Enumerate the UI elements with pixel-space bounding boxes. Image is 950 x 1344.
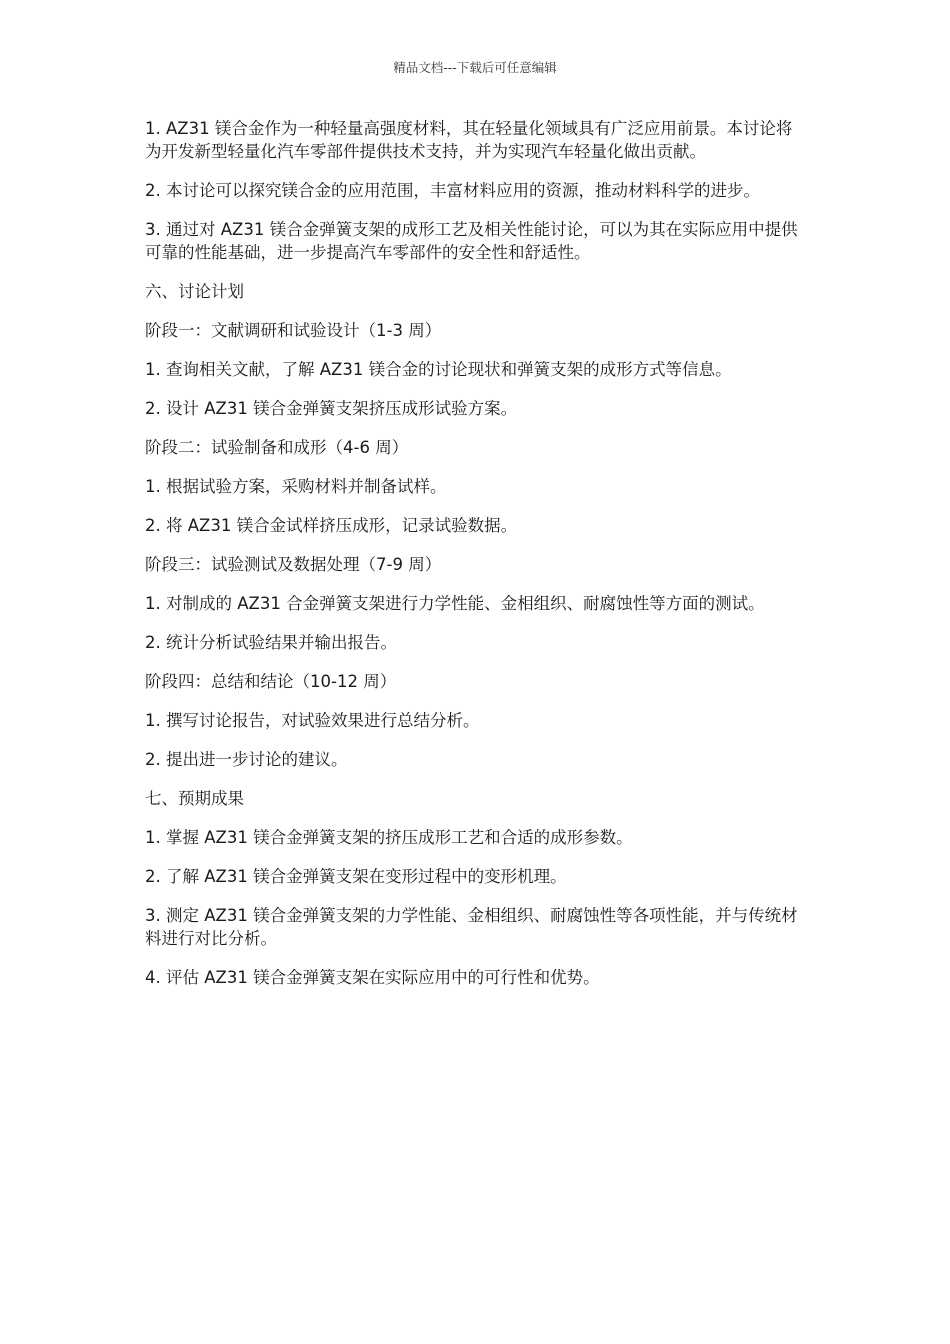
page-header: 精品文档---下载后可任意编辑	[393, 60, 557, 75]
stage-2-heading: 阶段二：试验制备和成形（4-6 周）	[145, 438, 409, 457]
significance-item-1: 1. AZ31 镁合金作为一种轻量高强度材料，其在轻量化领域具有广泛应用前景。本讨论将为开发新型轻量化汽车零部件提供技术支持，并为实现汽车轻量化做出贡献。	[145, 119, 793, 161]
stage-4-item-1: 1. 撰写讨论报告，对试验效果进行总结分析。	[145, 711, 480, 730]
stage-4-item-2: 2. 提出进一步讨论的建议。	[145, 750, 348, 769]
stage-1-heading: 阶段一：文献调研和试验设计（1-3 周）	[145, 321, 442, 340]
stage-3-item-2: 2. 统计分析试验结果并输出报告。	[145, 633, 397, 652]
stage-3-item-1: 1. 对制成的 AZ31 合金弹簧支架进行力学性能、金相组织、耐腐蚀性等方面的测试。	[145, 594, 765, 613]
significance-item-3: 3. 通过对 AZ31 镁合金弹簧支架的成形工艺及相关性能讨论，可以为其在实际应用中提供可靠的性能基础，进一步提高汽车零部件的安全性和舒适性。	[145, 220, 798, 262]
significance-item-2: 2. 本讨论可以探究镁合金的应用范围，丰富材料应用的资源，推动材料科学的进步。	[145, 181, 760, 200]
section-heading-outcomes: 七、预期成果	[145, 789, 244, 808]
outcome-item-3: 3. 测定 AZ31 镁合金弹簧支架的力学性能、金相组织、耐腐蚀性等各项性能，并与传统材料进行对比分析。	[145, 906, 798, 948]
outcome-item-2: 2. 了解 AZ31 镁合金弹簧支架在变形过程中的变形机理。	[145, 867, 567, 886]
stage-1-item-1: 1. 查询相关文献，了解 AZ31 镁合金的讨论现状和弹簧支架的成形方式等信息。	[145, 360, 732, 379]
stage-3-heading: 阶段三：试验测试及数据处理（7-9 周）	[145, 555, 442, 574]
section-heading-plan: 六、讨论计划	[145, 282, 244, 301]
stage-2-item-1: 1. 根据试验方案，采购材料并制备试样。	[145, 477, 447, 496]
document-body	[145, 117, 805, 1005]
outcome-item-1: 1. 掌握 AZ31 镁合金弹簧支架的挤压成形工艺和合适的成形参数。	[145, 828, 633, 847]
stage-4-heading: 阶段四：总结和结论（10-12 周）	[145, 672, 397, 691]
stage-1-item-2: 2. 设计 AZ31 镁合金弹簧支架挤压成形试验方案。	[145, 399, 518, 418]
outcome-item-4: 4. 评估 AZ31 镁合金弹簧支架在实际应用中的可行性和优势。	[145, 968, 600, 987]
stage-2-item-2: 2. 将 AZ31 镁合金试样挤压成形，记录试验数据。	[145, 516, 518, 535]
